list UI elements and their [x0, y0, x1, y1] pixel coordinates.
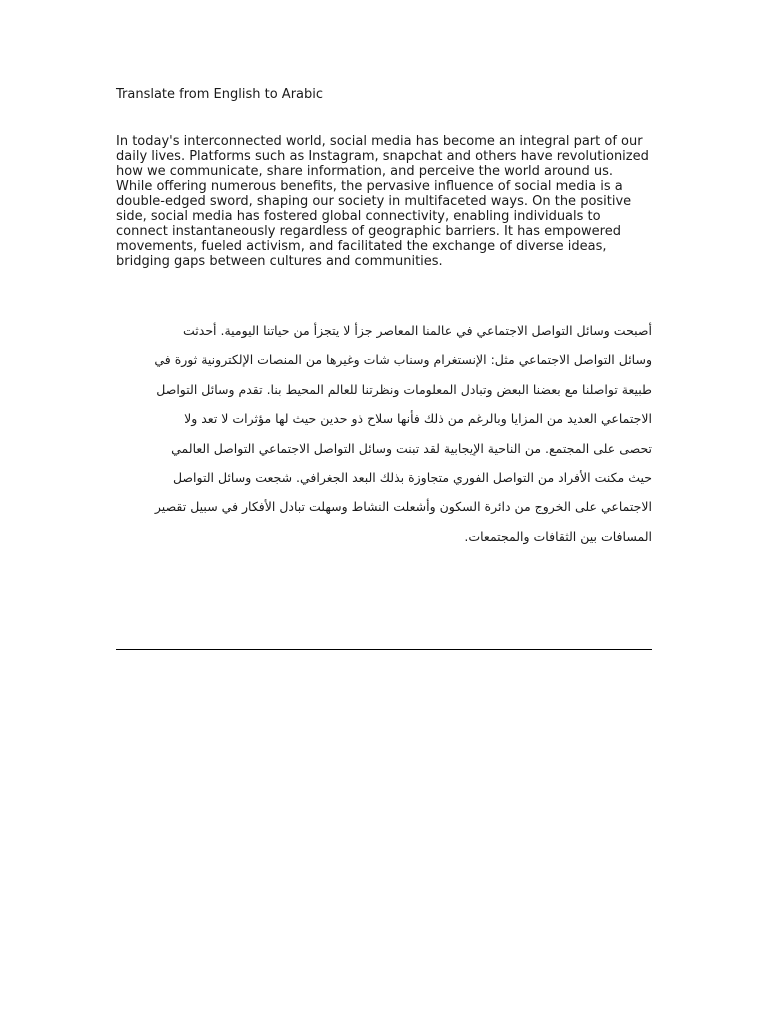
instruction-heading: Translate from English to Arabic [116, 87, 324, 102]
horizontal-divider [116, 649, 652, 650]
arabic-line: الاجتماعي العديد من المزايا وبالرغم من ذلك فأنها سلاح ذو حدين حيث لها مؤثرات لا تعد ولا [184, 411, 652, 427]
arabic-line: الاجتماعي على الخروج من دائرة السكون وأشعلت النشاط وسهلت تبادل الأفكار في سبيل تقصير [154, 499, 652, 515]
english-source-paragraph: In today's interconnected world, social media has become an integral part of our daily lives. Platforms such as Instagram, snapchat and others have revolutionized how we communicate, share information, and perceive the world around us. While offering numerous benefits, the pervasive influence of social media is a double-edged sword, shaping our society in multifaceted ways. On the positive side, social media has fostered global connectivity, enabling individuals to connect instantaneously regardless of geographic barriers. It has empowered movements, fueled activism, and facilitated the exchange of diverse ideas, bridging gaps between cultures and communities. [116, 134, 649, 269]
arabic-line: حيث مكنت الأفراد من التواصل الفوري متجاوزة بذلك البعد الجغرافي. شجعت وسائل التواصل [172, 470, 652, 486]
arabic-line: المسافات بين الثقافات والمجتمعات. [464, 528, 652, 544]
arabic-line: أصبحت وسائل التواصل الاجتماعي في عالمنا المعاصر جزأ لا يتجزأ من حياتنا اليومية. أحدثت [183, 323, 652, 338]
arabic-translation-paragraph [116, 316, 652, 551]
arabic-line: وسائل التواصل الاجتماعي مثل: الإنستغرام وسناب شات وغيرها من المنصات الإلكترونية ثورة في [154, 352, 652, 368]
document-page [116, 0, 652, 1024]
arabic-line: تحصى على المجتمع. من الناحية الإيجابية لقد تبنت وسائل التواصل الاجتماعي التواصل العالمي [171, 440, 652, 456]
arabic-line: طبيعة تواصلنا مع بعضنا البعض وتبادل المعلومات ونظرتنا للعالم المحيط بنا. تقدم وسائل التواصل [156, 381, 652, 397]
